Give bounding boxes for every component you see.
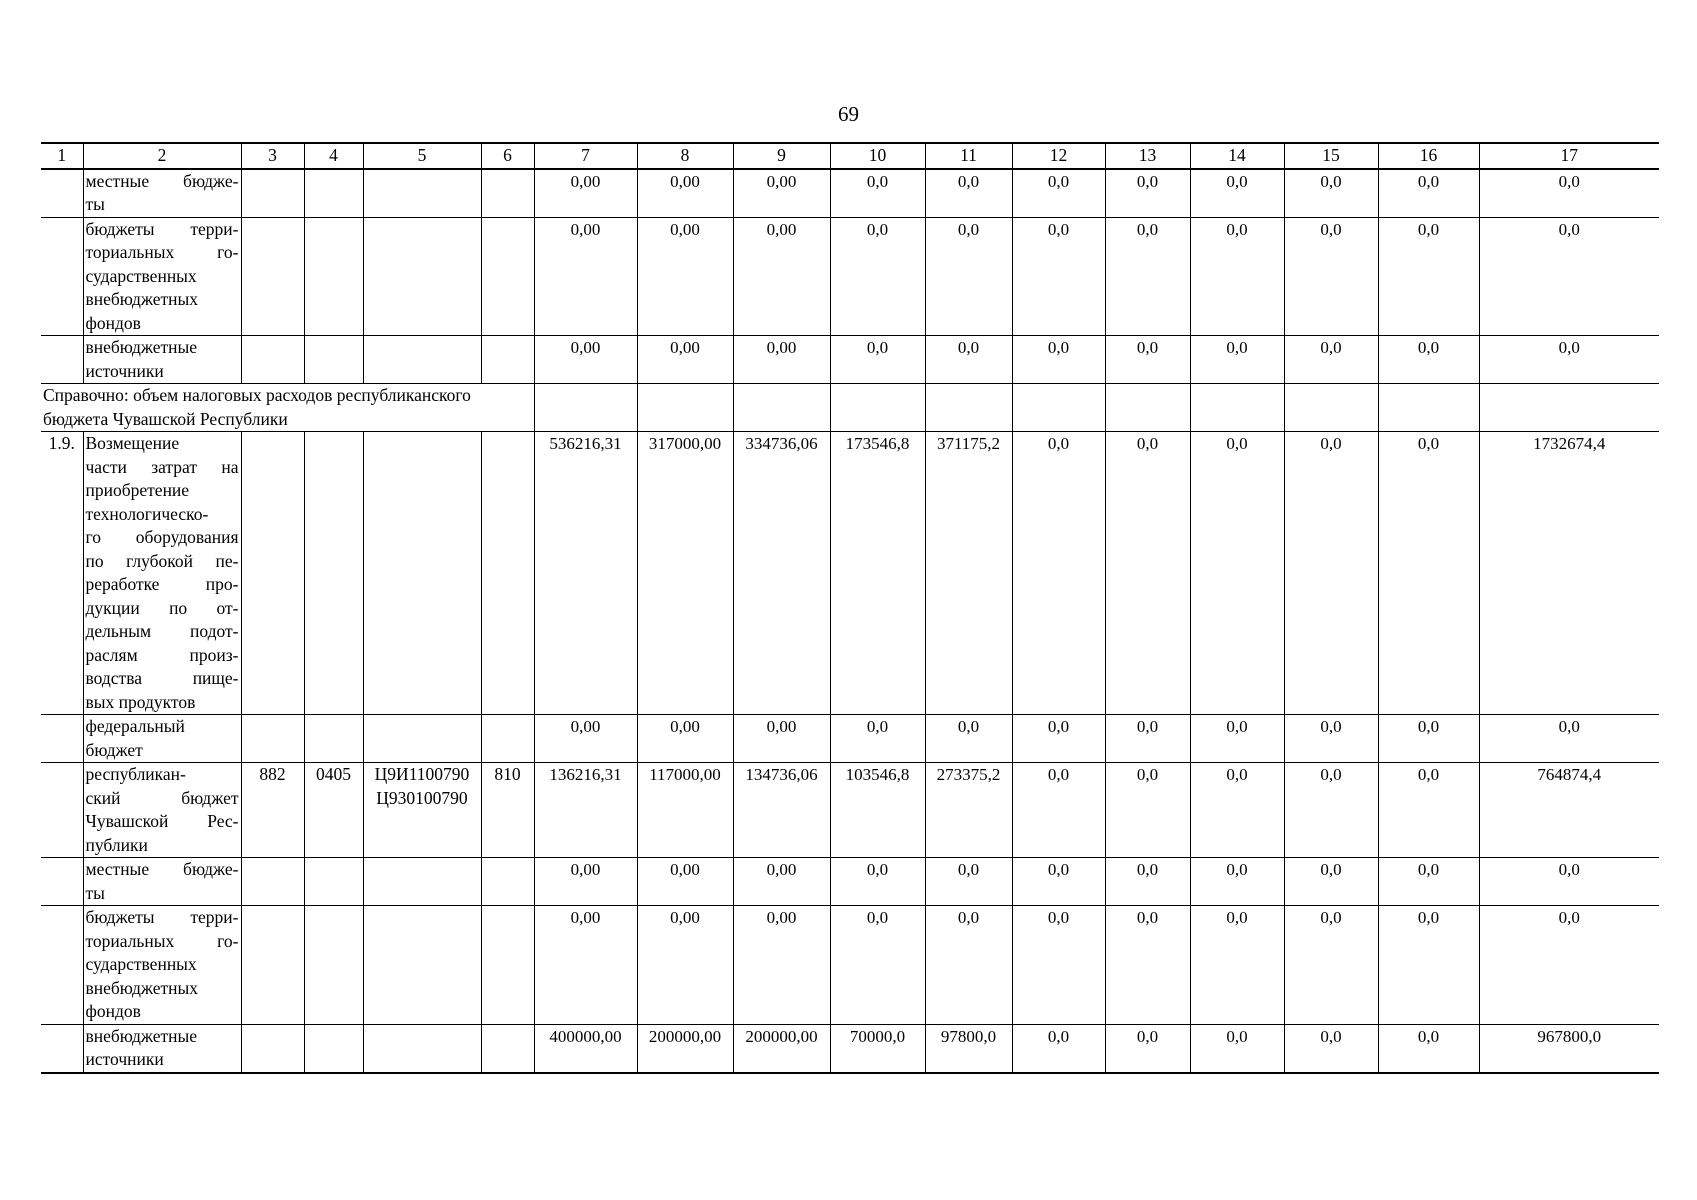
- expense-type-code: 810: [481, 763, 534, 858]
- value-col-14: 0,0: [1190, 336, 1284, 384]
- value-col-7: 400000,00: [534, 1024, 637, 1073]
- target-article-code: [363, 217, 481, 336]
- empty-cell: [1012, 384, 1105, 432]
- section-code: [304, 858, 363, 906]
- value-col-11: 0,0: [925, 715, 1012, 763]
- source-name: [83, 432, 241, 715]
- value-col-11: 0,0: [925, 906, 1012, 1025]
- name-line: бюджеты терри-: [85, 907, 239, 927]
- column-number-7: 7: [534, 143, 637, 169]
- name-line: реработке про-: [85, 574, 239, 594]
- value-col-11: 97800,0: [925, 1024, 1012, 1073]
- name-line: местные бюдже-: [85, 170, 239, 191]
- item-row: [41, 432, 1659, 715]
- value-col-8: 0,00: [637, 906, 733, 1025]
- budget-table: [41, 142, 1659, 1074]
- value-col-9: 134736,06: [733, 763, 830, 858]
- value-col-10: 0,0: [830, 336, 925, 384]
- target-article-line: Ц9И1100790: [374, 764, 470, 784]
- name-line: го оборудования: [85, 527, 239, 547]
- value-col-15: 0,0: [1284, 217, 1378, 336]
- value-col-11: 273375,2: [925, 763, 1012, 858]
- value-col-15: 0,0: [1284, 858, 1378, 906]
- name-line: сударственных: [85, 954, 197, 974]
- empty-cell: [1284, 384, 1378, 432]
- value-col-12: 0,0: [1012, 858, 1105, 906]
- value-col-17: 967800,0: [1479, 1024, 1659, 1073]
- column-number-15: 15: [1284, 143, 1378, 169]
- section-code: [304, 336, 363, 384]
- name-line: республикан-: [85, 764, 186, 784]
- value-col-16: 0,0: [1378, 217, 1479, 336]
- name-line: источники: [85, 1049, 164, 1069]
- name-line: ториальных го-: [85, 930, 239, 951]
- section-code: [304, 715, 363, 763]
- source-name: [83, 336, 241, 384]
- source-name: [83, 1024, 241, 1073]
- name-line: дельным подот-: [85, 621, 239, 641]
- value-col-12: 0,0: [1012, 432, 1105, 715]
- item-number: [41, 763, 83, 858]
- value-col-16: 0,0: [1378, 169, 1479, 218]
- empty-cell: [1190, 384, 1284, 432]
- target-article-code: [363, 715, 481, 763]
- value-col-17: 0,0: [1479, 336, 1659, 384]
- grbs-code: [241, 169, 304, 218]
- name-line: внебюджетные: [85, 337, 198, 357]
- value-col-9: 0,00: [733, 858, 830, 906]
- value-col-8: 0,00: [637, 715, 733, 763]
- value-col-8: 0,00: [637, 336, 733, 384]
- reference-note: Справочно: объем налоговых расходов республиканского бюджета Чувашской Республики: [41, 384, 534, 432]
- target-article-code: [363, 763, 481, 858]
- value-col-16: 0,0: [1378, 763, 1479, 858]
- name-line: Возмещение: [85, 433, 180, 453]
- value-col-13: 0,0: [1105, 1024, 1190, 1073]
- value-col-14: 0,0: [1190, 1024, 1284, 1073]
- column-number-5: 5: [363, 143, 481, 169]
- target-article-code: [363, 169, 481, 218]
- value-col-16: 0,0: [1378, 432, 1479, 715]
- value-col-9: 0,00: [733, 906, 830, 1025]
- name-line: ты: [85, 194, 105, 214]
- empty-cell: [1479, 384, 1659, 432]
- name-line: внебюджетных: [85, 977, 199, 998]
- page-number: 69: [838, 102, 859, 126]
- section-code: [304, 1024, 363, 1073]
- name-line: раслям произ-: [85, 644, 239, 665]
- name-line: водства пище-: [85, 668, 239, 688]
- name-line: части затрат на: [85, 456, 239, 477]
- value-col-16: 0,0: [1378, 1024, 1479, 1073]
- expense-type-code: [481, 858, 534, 906]
- expense-type-code: [481, 715, 534, 763]
- empty-cell: [925, 384, 1012, 432]
- value-col-14: 0,0: [1190, 906, 1284, 1025]
- section-code: 0405: [304, 763, 363, 858]
- value-col-11: 0,0: [925, 169, 1012, 218]
- value-col-10: 173546,8: [830, 432, 925, 715]
- value-col-15: 0,0: [1284, 763, 1378, 858]
- name-line: приобретение: [85, 480, 190, 500]
- grbs-code: [241, 432, 304, 715]
- name-line: технологическо-: [85, 503, 209, 524]
- column-number-1: 1: [41, 143, 83, 169]
- column-number-6: 6: [481, 143, 534, 169]
- value-col-12: 0,0: [1012, 763, 1105, 858]
- value-col-10: 0,0: [830, 906, 925, 1025]
- source-name: [83, 217, 241, 336]
- value-col-17: 0,0: [1479, 169, 1659, 218]
- value-col-10: 0,0: [830, 715, 925, 763]
- expense-type-code: [481, 336, 534, 384]
- column-number-11: 11: [925, 143, 1012, 169]
- value-col-14: 0,0: [1190, 858, 1284, 906]
- value-col-13: 0,0: [1105, 169, 1190, 218]
- name-line: источники: [85, 360, 164, 381]
- target-article-code: [363, 1024, 481, 1073]
- column-number-14: 14: [1190, 143, 1284, 169]
- value-col-13: 0,0: [1105, 906, 1190, 1025]
- column-number-16: 16: [1378, 143, 1479, 169]
- value-col-7: 0,00: [534, 715, 637, 763]
- value-col-15: 0,0: [1284, 336, 1378, 384]
- value-col-7: 0,00: [534, 169, 637, 218]
- empty-cell: [1378, 384, 1479, 432]
- name-line: ториальных го-: [85, 242, 239, 262]
- value-col-12: 0,0: [1012, 217, 1105, 336]
- value-col-13: 0,0: [1105, 715, 1190, 763]
- source-name: [83, 858, 241, 906]
- section-code: [304, 169, 363, 218]
- source-row: [41, 715, 1659, 763]
- value-col-16: 0,0: [1378, 858, 1479, 906]
- expense-type-code: [481, 432, 534, 715]
- target-article-code: [363, 336, 481, 384]
- value-col-16: 0,0: [1378, 336, 1479, 384]
- name-line: внебюджетные: [85, 1025, 198, 1046]
- grbs-code: [241, 858, 304, 906]
- name-line: местные бюдже-: [85, 859, 239, 879]
- value-col-9: 0,00: [733, 169, 830, 218]
- value-col-15: 0,0: [1284, 432, 1378, 715]
- source-row: [41, 1024, 1659, 1073]
- column-number-10: 10: [830, 143, 925, 169]
- value-col-10: 70000,0: [830, 1024, 925, 1073]
- empty-cell: [1105, 384, 1190, 432]
- value-col-17: 1732674,4: [1479, 432, 1659, 715]
- name-line: дукции по от-: [85, 597, 239, 618]
- value-col-7: 0,00: [534, 906, 637, 1025]
- empty-cell: [637, 384, 733, 432]
- grbs-code: [241, 1024, 304, 1073]
- value-col-13: 0,0: [1105, 336, 1190, 384]
- expense-type-code: [481, 1024, 534, 1073]
- empty-cell: [534, 384, 637, 432]
- source-name: [83, 715, 241, 763]
- value-col-12: 0,0: [1012, 906, 1105, 1025]
- value-col-14: 0,0: [1190, 169, 1284, 218]
- value-col-15: 0,0: [1284, 1024, 1378, 1073]
- value-col-17: 0,0: [1479, 858, 1659, 906]
- name-line: внебюджетных: [85, 289, 199, 309]
- value-col-15: 0,0: [1284, 906, 1378, 1025]
- source-row: [41, 763, 1659, 858]
- value-col-13: 0,0: [1105, 432, 1190, 715]
- item-number: [41, 217, 83, 336]
- value-col-17: 0,0: [1479, 217, 1659, 336]
- source-name: [83, 169, 241, 218]
- target-article-code: [363, 906, 481, 1025]
- value-col-14: 0,0: [1190, 217, 1284, 336]
- value-col-8: 117000,00: [637, 763, 733, 858]
- name-line: федеральный: [85, 716, 185, 736]
- column-number-row: [41, 143, 1659, 169]
- item-number: [41, 858, 83, 906]
- item-number: [41, 715, 83, 763]
- value-col-14: 0,0: [1190, 763, 1284, 858]
- target-article-line: Ц930100790: [376, 787, 468, 808]
- column-number-12: 12: [1012, 143, 1105, 169]
- name-line: Чувашской Рес-: [85, 811, 239, 831]
- column-number-17: 17: [1479, 143, 1659, 169]
- value-col-12: 0,0: [1012, 169, 1105, 218]
- value-col-14: 0,0: [1190, 432, 1284, 715]
- grbs-code: [241, 715, 304, 763]
- value-col-7: 0,00: [534, 336, 637, 384]
- empty-cell: [733, 384, 830, 432]
- item-number: [41, 906, 83, 1025]
- source-row: [41, 858, 1659, 906]
- value-col-10: 0,0: [830, 169, 925, 218]
- name-line: ты: [85, 882, 105, 903]
- grbs-code: [241, 906, 304, 1025]
- grbs-code: 882: [241, 763, 304, 858]
- name-line: бюджет: [85, 739, 143, 760]
- reference-row: [41, 384, 1659, 432]
- target-article-code: [363, 432, 481, 715]
- column-number-13: 13: [1105, 143, 1190, 169]
- item-number: [41, 1024, 83, 1073]
- target-article-code: [363, 858, 481, 906]
- value-col-11: 0,0: [925, 336, 1012, 384]
- column-number-2: 2: [83, 143, 241, 169]
- value-col-9: 334736,06: [733, 432, 830, 715]
- source-name: [83, 906, 241, 1025]
- source-row: [41, 906, 1659, 1025]
- column-number-4: 4: [304, 143, 363, 169]
- value-col-13: 0,0: [1105, 763, 1190, 858]
- value-col-9: 0,00: [733, 217, 830, 336]
- name-line: по глубокой пе-: [85, 550, 239, 571]
- name-line: сударственных: [85, 265, 197, 286]
- value-col-12: 0,0: [1012, 1024, 1105, 1073]
- value-col-10: 0,0: [830, 217, 925, 336]
- value-col-15: 0,0: [1284, 715, 1378, 763]
- value-col-17: 764874,4: [1479, 763, 1659, 858]
- value-col-7: 136216,31: [534, 763, 637, 858]
- section-code: [304, 906, 363, 1025]
- name-line: бюджеты терри-: [85, 218, 239, 239]
- source-row: [41, 169, 1659, 218]
- value-col-7: 536216,31: [534, 432, 637, 715]
- value-col-10: 103546,8: [830, 763, 925, 858]
- column-number-8: 8: [637, 143, 733, 169]
- value-col-8: 0,00: [637, 217, 733, 336]
- value-col-13: 0,0: [1105, 858, 1190, 906]
- value-col-8: 200000,00: [637, 1024, 733, 1073]
- value-col-16: 0,0: [1378, 906, 1479, 1025]
- expense-type-code: [481, 906, 534, 1025]
- name-line: вых продуктов: [85, 691, 196, 712]
- item-number: 1.9.: [41, 432, 83, 715]
- value-col-9: 0,00: [733, 336, 830, 384]
- value-col-11: 0,0: [925, 858, 1012, 906]
- name-line: фондов: [85, 1001, 141, 1021]
- source-name: [83, 763, 241, 858]
- value-col-9: 200000,00: [733, 1024, 830, 1073]
- column-number-9: 9: [733, 143, 830, 169]
- empty-cell: [830, 384, 925, 432]
- section-code: [304, 217, 363, 336]
- item-number: [41, 169, 83, 218]
- value-col-11: 371175,2: [925, 432, 1012, 715]
- value-col-10: 0,0: [830, 858, 925, 906]
- value-col-9: 0,00: [733, 715, 830, 763]
- column-number-3: 3: [241, 143, 304, 169]
- value-col-11: 0,0: [925, 217, 1012, 336]
- value-col-16: 0,0: [1378, 715, 1479, 763]
- item-number: [41, 336, 83, 384]
- value-col-12: 0,0: [1012, 336, 1105, 384]
- value-col-7: 0,00: [534, 858, 637, 906]
- value-col-8: 0,00: [637, 169, 733, 218]
- value-col-17: 0,0: [1479, 906, 1659, 1025]
- value-col-12: 0,0: [1012, 715, 1105, 763]
- grbs-code: [241, 336, 304, 384]
- grbs-code: [241, 217, 304, 336]
- value-col-13: 0,0: [1105, 217, 1190, 336]
- section-code: [304, 432, 363, 715]
- value-col-17: 0,0: [1479, 715, 1659, 763]
- name-line: публики: [85, 834, 148, 855]
- expense-type-code: [481, 217, 534, 336]
- value-col-7: 0,00: [534, 217, 637, 336]
- name-line: фондов: [85, 312, 141, 333]
- value-col-8: 317000,00: [637, 432, 733, 715]
- value-col-15: 0,0: [1284, 169, 1378, 218]
- source-row: [41, 336, 1659, 384]
- value-col-14: 0,0: [1190, 715, 1284, 763]
- value-col-8: 0,00: [637, 858, 733, 906]
- expense-type-code: [481, 169, 534, 218]
- name-line: ский бюджет: [85, 787, 239, 808]
- source-row: [41, 217, 1659, 336]
